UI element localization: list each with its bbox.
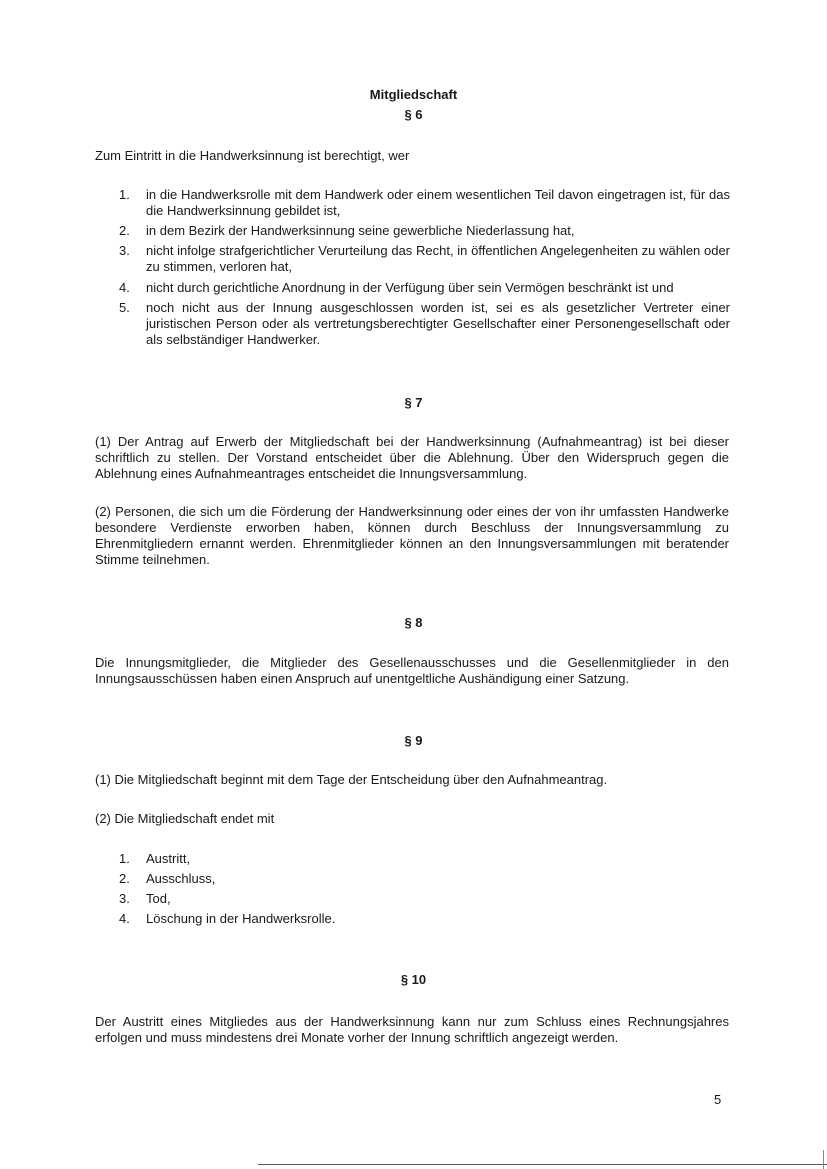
page-title: Mitgliedschaft bbox=[369, 87, 458, 102]
section-10-heading: § 10 bbox=[400, 972, 427, 987]
list-item-text: Tod, bbox=[146, 891, 171, 906]
list-item-number: 3. bbox=[119, 891, 130, 906]
section-7-paragraph-1: (1) Der Antrag auf Erwerb der Mitgliedschaft bei der Handwerksinnung (Aufnahmeantrag) ist bei dieser schriftlich zu stellen. Der Vorstand entscheidet über die Ablehnung. Über den Widerspruch gegen die Ablehnung eines Aufnahmeantrages entscheidet die Innungsversammlung. bbox=[95, 434, 729, 481]
list-item-text: noch nicht aus der Innung ausgeschlossen worden ist, sei es als gesetzlicher Vertreter einer juristischen Person oder als vertretungsberechtigter Gesellschafter einer Personengesellschaft oder als selbständiger Handwerker. bbox=[146, 300, 730, 347]
section-8-paragraph: Die Innungsmitglieder, die Mitglieder des Gesellenausschusses und die Gesellenmitglieder in den Innungsausschüssen haben einen Anspruch auf unentgeltliche Aushändigung einer Satzung. bbox=[95, 655, 729, 686]
section-10-paragraph: Der Austritt eines Mitgliedes aus der Handwerksinnung kann nur zum Schluss eines Rechnungsjahres erfolgen und muss mindestens drei Monate vorher der Innung schriftlich angezeigt werden. bbox=[95, 1014, 729, 1045]
section-8-heading: § 8 bbox=[404, 615, 423, 630]
list-item-number: 5. bbox=[119, 300, 130, 315]
list-item-number: 3. bbox=[119, 243, 130, 258]
list-item-text: Löschung in der Handwerksrolle. bbox=[146, 911, 336, 926]
section-9-heading: § 9 bbox=[404, 733, 423, 748]
list-item-number: 4. bbox=[119, 280, 130, 295]
list-item-text: in dem Bezirk der Handwerksinnung seine gewerbliche Niederlassung hat, bbox=[146, 223, 575, 238]
list-item-number: 1. bbox=[119, 851, 130, 866]
scan-edge-line bbox=[258, 1164, 827, 1165]
list-item-number: 2. bbox=[119, 223, 130, 238]
section-9-paragraph-1: (1) Die Mitgliedschaft beginnt mit dem Tage der Entscheidung über den Aufnahmeantrag. bbox=[95, 772, 608, 787]
section-7-heading: § 7 bbox=[404, 395, 423, 410]
list-item-number: 1. bbox=[119, 187, 130, 202]
list-item-text: nicht infolge strafgerichtlicher Verurteilung das Recht, in öffentlichen Angelegenheiten zu wählen oder zu stimmen, verloren hat, bbox=[146, 243, 730, 274]
list-item-text: Austritt, bbox=[146, 851, 191, 866]
section-6-intro: Zum Eintritt in die Handwerksinnung ist berechtigt, wer bbox=[95, 148, 410, 163]
section-7-paragraph-2: (2) Personen, die sich um die Förderung der Handwerksinnung oder eines der von ihr umfassten Handwerke besondere Verdienste erworben haben, können durch Beschluss der Innungsversammlung zu Ehrenmitgliedern ernannt werden. Ehrenmitglieder können an den Innungsversammlungen mit beratender Stimme teilnehmen. bbox=[95, 504, 729, 567]
page-number: 5 bbox=[714, 1092, 722, 1107]
section-9-paragraph-2: (2) Die Mitgliedschaft endet mit bbox=[95, 811, 275, 826]
list-item-number: 2. bbox=[119, 871, 130, 886]
list-item-text: Ausschluss, bbox=[146, 871, 216, 886]
list-item-text: nicht durch gerichtliche Anordnung in der Verfügung über sein Vermögen beschränkt ist und bbox=[146, 280, 674, 295]
list-item-text: in die Handwerksrolle mit dem Handwerk oder einem wesentlichen Teil davon eingetragen ist, für das die Handwerksinnung gebildet ist, bbox=[146, 187, 730, 218]
list-item-number: 4. bbox=[119, 911, 130, 926]
section-6-heading: § 6 bbox=[404, 107, 423, 122]
scan-edge-mark bbox=[823, 1150, 824, 1169]
